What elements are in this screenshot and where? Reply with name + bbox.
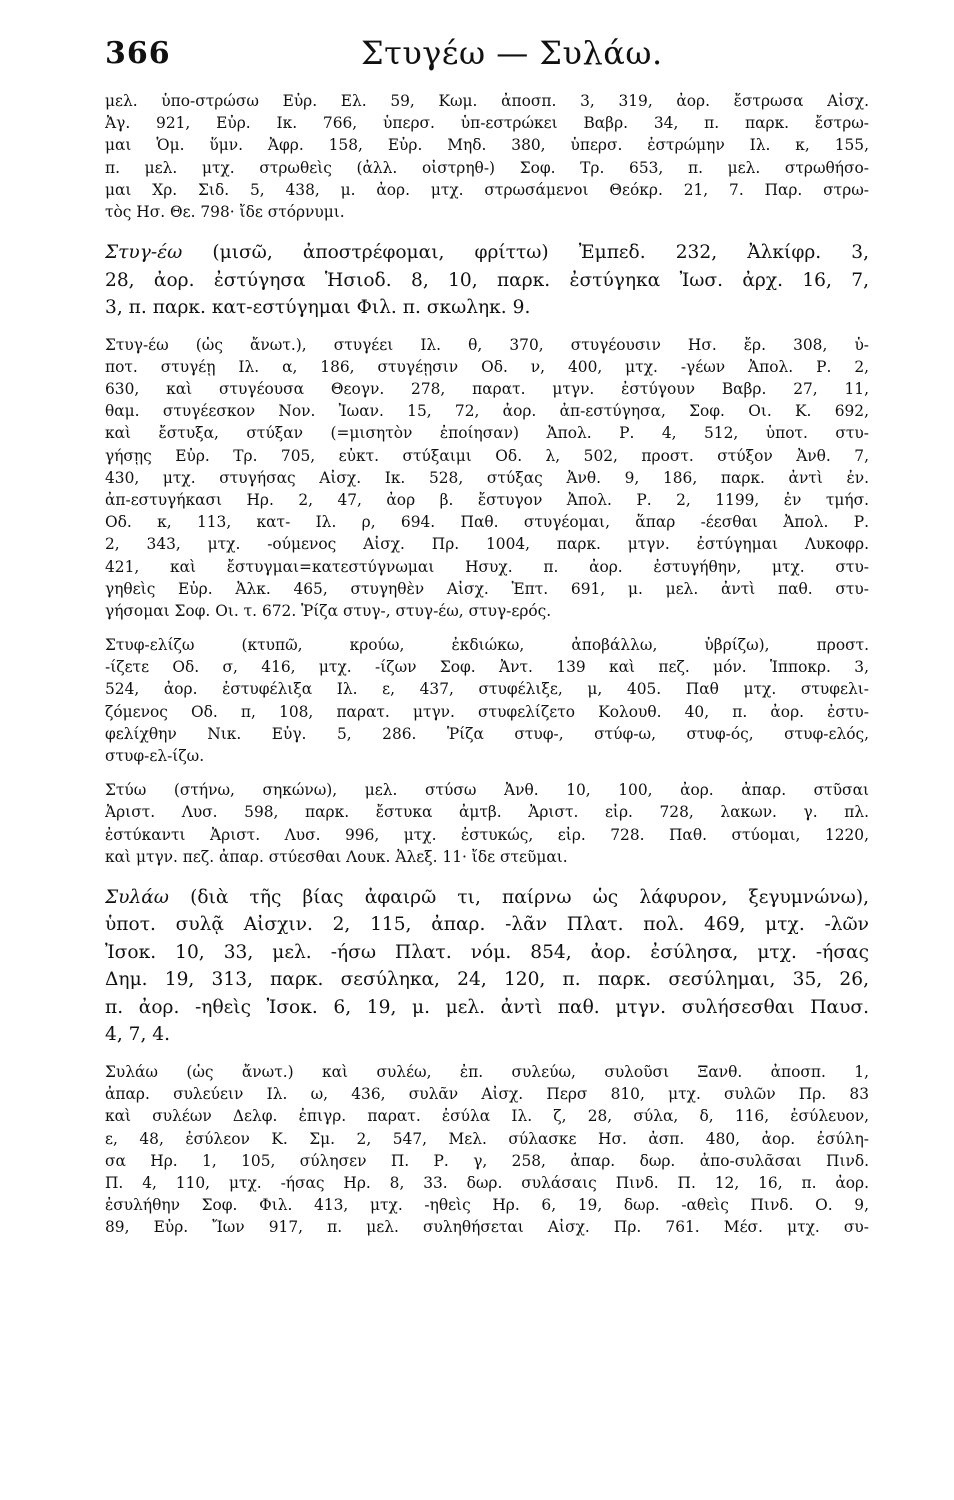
text-line: μελ. ὑπο-στρώσω Εὐρ. Ελ. 59, Κωμ. ἀποσπ. 3, 319, ἀορ. ἔστρωσα Αἰσχ. bbox=[105, 92, 869, 110]
text-line: π. ἀορ. -ηθεὶς Ἰσοκ. 6, 19, μ. μελ. ἀντὶ παθ. μτγν. συλήσεσθαι Παυσ. bbox=[105, 996, 869, 1018]
entry-stygeo-main bbox=[105, 239, 869, 322]
text-line: 630, καὶ στυγέουσα Θεογν. 278, παρατ. μτγν. ἐστύγουν Βαβρ. 27, 11, bbox=[105, 380, 869, 398]
text-line: 430, μτχ. στυγήσας Αἰσχ. Ικ. 528, στύξας Ἀνθ. 9, 186, παρκ. ἀντὶ ἐν. bbox=[105, 468, 869, 487]
entry-styphelizo bbox=[105, 634, 869, 767]
text-line: καὶ ἔστυξα, στύξαν (=μισητὸν ἐποίησαν) Ἀπολ. Ρ. 4, 512, ὑποτ. στυ- bbox=[105, 424, 869, 443]
text-line: ἐσυλήθην Σοφ. Φιλ. 413, μτχ. -ηθεὶς Ηρ. 6, 19, δωρ. -αθεὶς Πινδ. Ο. 9, bbox=[105, 1196, 869, 1215]
text-line: Ἀγ. 921, Εὐρ. Ικ. 766, ὑπερσ. ὑπ-εστρώκει Βαβρ. 34, π. παρκ. ἔστρω- bbox=[105, 114, 869, 133]
text-line: 28, ἀορ. ἐστύγησα Ἡσιοδ. 8, 10, παρκ. ἐστύγηκα Ἰωσ. ἀρχ. 16, 7, bbox=[105, 269, 869, 291]
text-line: θαμ. στυγέεσκον Νον. Ἰωαν. 15, 72, ἀορ. ἀπ-εστύγησα, Σοφ. Οι. Κ. 692, bbox=[105, 402, 869, 421]
entry-sylao-detail bbox=[105, 1061, 869, 1239]
entry-sylao-main bbox=[105, 884, 869, 1049]
text-line: 2, 343, μτχ. -ούμενος Αἰσχ. Πρ. 1004, παρκ. μτγν. ἐστύγημαι Λυκοφρ. bbox=[105, 535, 869, 554]
entry-stronnumi-continuation bbox=[105, 90, 869, 223]
page-header bbox=[105, 36, 865, 76]
entry-headline bbox=[105, 239, 869, 267]
text-line: σα Ηρ. 1, 105, σύλησεν Π. Ρ. γ, 258, ἀπαρ. δωρ. ἀπο-συλᾶσαι Πινδ. bbox=[105, 1151, 869, 1170]
page-number: 366 bbox=[105, 36, 171, 71]
entry-spacer bbox=[105, 1049, 869, 1061]
text-line: Ἀριστ. Λυσ. 598, παρκ. ἔστυκα ἀμτβ. Ἀριστ. εἰρ. 728, λακων. γ. πλ. bbox=[105, 803, 869, 822]
text-line: ε, 48, ἐσύλεον Κ. Σμ. 2, 547, Μελ. σύλασκε Ησ. ἀσπ. 480, ἀορ. ἐσύλη- bbox=[105, 1129, 869, 1148]
entry-spacer bbox=[105, 868, 869, 884]
text-line: ποτ. στυγέῃ Ιλ. α, 186, στυγέῃσιν Οδ. ν, 400, μτχ. -γέων Ἀπολ. Ρ. 2, bbox=[105, 357, 869, 376]
entry-headline bbox=[105, 884, 869, 912]
entry-spacer bbox=[105, 223, 869, 239]
entry-spacer bbox=[105, 322, 869, 334]
text-line: -ίζετε Οδ. σ, 416, μτχ. -ίζων Σοφ. Ἀντ. 139 καὶ πεζ. μόν. Ἱπποκρ. 3, bbox=[105, 658, 869, 677]
text-line: στυφ-ελ-ίζω. bbox=[105, 747, 205, 765]
text-line: Συλάω (ὡς ἄνωτ.) καὶ συλέω, ἐπ. συλεύω, συλοῦσι Ξανθ. ἀποσπ. 1, bbox=[105, 1062, 869, 1081]
lemma: Στυγ-έω bbox=[105, 242, 183, 264]
text-line: φελίχθην Νικ. Εὐγ. 5, 286. Ῥίζα στυφ-, στύφ-ω, στυφ-ός, στυφ-ελός, bbox=[105, 724, 869, 743]
text-line: γηθεὶς Εὐρ. Ἀλκ. 465, στυγηθὲν Αἰσχ. Ἐπτ. 691, μ. μελ. ἀντὶ παθ. στυ- bbox=[105, 579, 869, 598]
text-line: Στυγ-έω (ὡς ἄνωτ.), στυγέει Ιλ. θ, 370, στυγέουσιν Ησ. ἔρ. 308, ὑ- bbox=[105, 335, 869, 354]
entry-spacer bbox=[105, 622, 869, 634]
text-line: τὸς Ησ. Θε. 798· ἴδε στόρνυμι. bbox=[105, 202, 345, 221]
text-line: 421, καὶ ἔστυγμαι=κατεστύγνωμαι Ησυχ. π. ἀορ. ἐστυγήθην, μτχ. στυ- bbox=[105, 557, 869, 576]
running-head: Στυγέω — Συλάω. bbox=[361, 34, 663, 72]
text-line: Στύω (στήνω, σηκώνω), μελ. στύσω Ἀνθ. 10, 100, ἀορ. ἀπαρ. στῦσαι bbox=[105, 781, 869, 800]
text-line: Ἰσοκ. 10, 33, μελ. -ήσω Πλατ. νόμ. 854, ἀορ. ἐσύλησα, μτχ. -ήσας bbox=[105, 941, 869, 963]
lemma: Συλάω bbox=[105, 886, 169, 908]
entry-stygeo-detail bbox=[105, 334, 869, 622]
text-line: ζόμενος Οδ. π, 108, παρατ. μτγν. στυφελίζετο Κολουθ. 40, π. ἀορ. ἐστυ- bbox=[105, 702, 869, 721]
text-line: 4, 7, 4. bbox=[105, 1024, 171, 1046]
text-line: 89, Εὐρ. Ἴων 917, π. μελ. συληθήσεται Αἰσχ. Πρ. 761. Μέσ. μτχ. συ- bbox=[105, 1218, 869, 1237]
text-line: μαι Χρ. Σιδ. 5, 438, μ. ἀορ. μτχ. στρωσάμενοι Θεόκρ. 21, 7. Παρ. στρω- bbox=[105, 180, 869, 199]
headline-text: (διὰ τῆς βίας ἀφαιρῶ τι, παίρνω ὡς λάφυρον, ξεγυμνώνω), bbox=[190, 886, 869, 908]
entry-spacer bbox=[105, 767, 869, 779]
text-line: Π. 4, 110, μτχ. -ήσας Ηρ. 8, 33. δωρ. συλάσαις Πινδ. Π. 12, 16, π. ἀορ. bbox=[105, 1173, 869, 1192]
text-line: καὶ μτγν. πεζ. ἀπαρ. στύεσθαι Λουκ. Ἀλεξ. 11· ἴδε στεῦμαι. bbox=[105, 847, 568, 866]
text-line: καὶ συλέων Δελφ. ἐπιγρ. παρατ. ἐσύλα Ιλ. ζ, 28, σύλα, δ, 116, ἐσύλευον, bbox=[105, 1107, 869, 1126]
text-line: ἀπ-εστυγήκασι Ηρ. 2, 47, ἀορ β. ἔστυγον Ἀπολ. Ρ. 2, 1199, ἐν τμήσ. bbox=[105, 490, 869, 509]
text-line: π. μελ. μτχ. στρωθεὶς (ἀλλ. οἰστρηθ-) Σοφ. Τρ. 653, π. μελ. στρωθήσο- bbox=[105, 158, 869, 177]
text-line: γήσομαι Σοφ. Οι. τ. 672. Ῥίζα στυγ-, στυγ-έω, στυγ-ερός. bbox=[105, 601, 552, 620]
text-line: Οδ. κ, 113, κατ- Ιλ. ρ, 694. Παθ. στυγέομαι, ἅπαρ -έεσθαι Ἀπολ. Ρ. bbox=[105, 513, 869, 532]
text-line: μαι Ὁμ. ὕμν. Ἀφρ. 158, Εὐρ. Μηδ. 380, ὑπερσ. ἐστρώμην Ιλ. κ, 155, bbox=[105, 136, 869, 155]
text-line: Στυφ-ελίζω (κτυπῶ, κρούω, ἐκδιώκω, ἀποβάλλω, ὑβρίζω), προστ. bbox=[105, 636, 869, 655]
text-line: ἐστύκαντι Ἀριστ. Λυσ. 996, μτχ. ἐστυκώς, εἰρ. 728. Παθ. στύομαι, 1220, bbox=[105, 825, 869, 844]
text-line: ἀπαρ. συλεύειν Ιλ. ω, 436, συλᾶν Αἰσχ. Περσ 810, μτχ. συλῶν Πρ. 83 bbox=[105, 1085, 869, 1104]
headline-text: (μισῶ, ἀποστρέφομαι, φρίττω) Ἐμπεδ. 232, Ἀλκίφρ. 3, bbox=[212, 242, 869, 264]
text-line: 3, π. παρκ. κατ-εστύγημαι Φιλ. π. σκωληκ. 9. bbox=[105, 297, 531, 319]
text-line: ὑποτ. συλᾷ Αἰσχιν. 2, 115, ἀπαρ. -λᾶν Πλατ. πολ. 469, μτχ. -λῶν bbox=[105, 914, 869, 936]
dictionary-text bbox=[105, 90, 869, 1238]
entry-styo bbox=[105, 779, 869, 868]
text-line: γήσῃς Εὐρ. Τρ. 705, εὐκτ. στύξαιμι Οδ. λ, 502, προστ. στύξον Ἀνθ. 7, bbox=[105, 446, 869, 465]
text-line: Δημ. 19, 313, παρκ. σεσύληκα, 24, 120, π. παρκ. σεσύλημαι, 35, 26, bbox=[105, 969, 869, 991]
text-line: 524, ἀορ. ἐστυφέλιξα Ιλ. ε, 437, στυφέλιξε, μ, 405. Παθ μτχ. στυφελι- bbox=[105, 680, 869, 699]
